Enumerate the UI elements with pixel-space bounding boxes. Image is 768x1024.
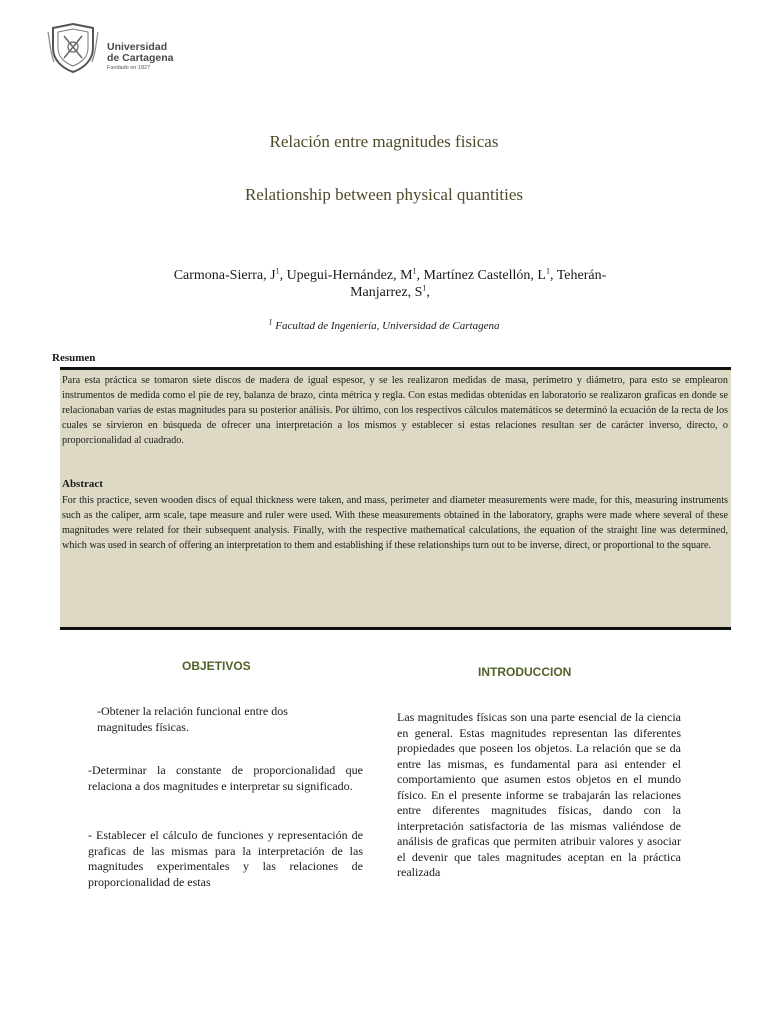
author-affiliation-mark: 1 [275, 266, 280, 276]
author-separator: , [416, 268, 424, 283]
university-logo [46, 22, 176, 74]
logo-name-line1: Universidad [107, 41, 168, 53]
logo-founded: Fundado en 1827 [107, 65, 151, 71]
author-list [150, 267, 630, 301]
logo-name-line2: de Cartagena [107, 52, 174, 64]
resumen-text: Para esta práctica se tomaron siete discos de madera de igual espesor, y se les realizaron medidas de masa, perímetro y diámetro, para esto se emplearon instrumentos de medida como el pie de rey, balanza de brazo, cinta métrica y regla. Con estas medidas obtenidas en laboratorio se realizaron graficas en donde se relacionaban varias de estas magnitudes para su posterior análisis. Por último, con los respectivos cálculos matemáticos se determinó la ecuación de la recta de los cuales se sirvieron en búsqueda de ofrecer una interpretación a los mismos y establecer si estas relaciones resultan ser de carácter inverso, directo, o proporcionalidad al cuadrado. [62, 375, 728, 446]
author-affiliation-mark: 1 [412, 266, 417, 276]
affiliation-text: Facultad de Ingeniería, Universidad de Cartagena [275, 320, 500, 332]
abstract-text: For this practice, seven wooden discs of equal thickness were taken, and mass, perimeter and diameter measurements were made, for this, measuring instruments such as the caliper, arm scale, tape measure and ruler were used. With these measurements obtained in the laboratory, graphs were made where several of these magnitudes were related for their subsequent analysis. Finally, with the respective mathematical calculations, the equation of the straight line was determined, which was used in search of offering an interpretation to them and establishing if these relationships turn out to be inverse, direct, or proportional to the square. [62, 495, 728, 551]
author-separator: , [549, 268, 557, 283]
introduccion-heading: INTRODUCCION [478, 665, 572, 679]
resumen-heading: Resumen [52, 352, 96, 364]
objective-item: - Establecer el cálculo de funciones y representación de graficas de las mismas para la interpretación de las magnitudes experimentales y las relaciones de proporcionalidad de estas [88, 828, 363, 889]
abstract-heading: Abstract [62, 478, 103, 490]
author [174, 268, 287, 283]
objective-item: -Obtener la relación funcional entre dos magnitudes físicas. [97, 704, 288, 734]
affiliation-mark: 1 [268, 317, 273, 327]
author-name: Martínez Castellón, L [423, 268, 546, 283]
author-name: Teherán-Manjarrez, S [350, 268, 607, 300]
affiliation [0, 317, 768, 332]
title-spanish: Relación entre magnitudes fisicas [269, 132, 499, 151]
objective-item: -Determinar la constante de proporcionalidad que relaciona a dos magnitudes e interpretar su significado. [88, 763, 363, 793]
author-affiliation-mark: 1 [545, 266, 550, 276]
author-name: Upegui-Hernández, M [286, 268, 413, 283]
abstract-box [60, 367, 731, 630]
author-name: Carmona-Sierra, J [173, 268, 276, 283]
author [287, 268, 424, 283]
university-seal-icon [46, 22, 100, 74]
logo-wordmark [107, 42, 174, 64]
objetivos-heading: OBJETIVOS [182, 659, 251, 673]
author-affiliation-mark: 1 [422, 283, 427, 293]
author-separator: , [279, 268, 287, 283]
author [424, 268, 557, 283]
author-separator: , [426, 285, 430, 300]
introduccion-text: Las magnitudes físicas son una parte esencial de la ciencia en general. Estas magnitudes representan las diferentes propiedades que poseen los objetos. La relación que se da entre las mismas, es fundamental para asi entender el comportamiento que asumen estos objetos en el mundo físico. En el presente informe se trabajarán las relaciones entre diferentes magnitudes físicas, dando con la interpretación satisfactoria de las mismas valiéndose de análisis de graficas que permiten atribuir valores y asociar el devenir que tales magnitudes aceptan en la práctica realizada [397, 710, 681, 879]
title-english: Relationship between physical quantities [244, 185, 524, 204]
